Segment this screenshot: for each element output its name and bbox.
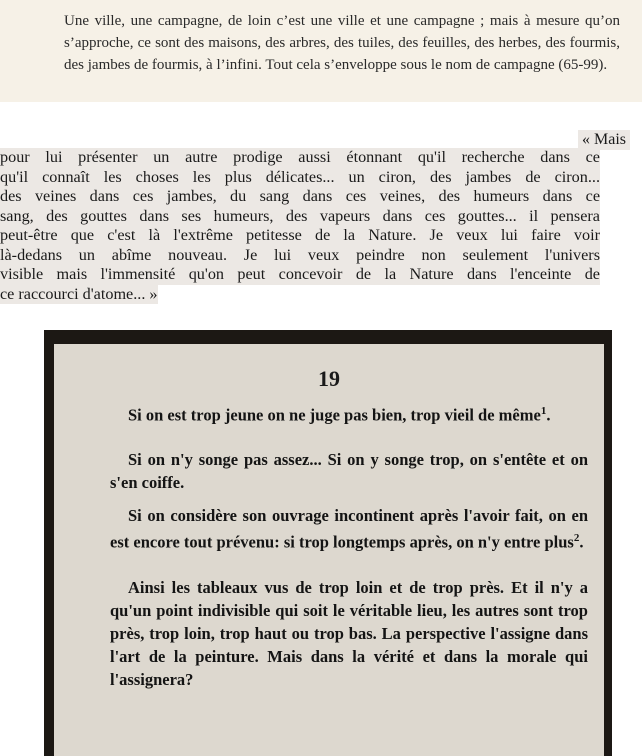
quote-line: des veines dans ces jambes, du sang dans ces veines, des humeurs dans ce [0,187,600,205]
quote-line: sang, des gouttes dans ses humeurs, des vapeurs dans ces gouttes... il pensera [0,206,600,225]
footnote-marker: 2 [573,532,580,544]
quote-line: visible mais l'immensité qu'on peut concevoir de la Nature dans l'enceinte de [0,265,600,283]
quote-line: peut-être que c'est là l'extrême petitesse de la Nature. Je veux lui faire voir [0,226,600,244]
fragment-paragraph [110,504,588,554]
excerpt-panel-modern [0,0,642,102]
book-page-photo [44,330,612,756]
quote-body [0,148,604,304]
fragment-paragraph: Ainsi les tableaux vus de trop loin et de trop près. Et il n'y a qu'un point indivisible qui soit le véritable lieu, les autres sont trop près, trop loin, trop haut ou trop bas. La perspective l'assigne dans l'art de la peinture. Mais dans la vérité et dans la morale qui l'assignera? [110,578,588,689]
fragment-text: Si on est trop jeune on ne juge pas bien, trop vieil de même [128,405,541,425]
fragment-text: Si on considère son ouvrage incontinent après l'avoir fait, on en est encore tout prévenu: si trop longtemps après, on n'y entre plus [110,506,588,552]
quote-opening: « Mais [578,130,630,150]
fragment-end: . [579,532,584,552]
quote-line: ce raccourci d'atome... » [0,284,158,303]
fragment-end: . [546,405,551,425]
fragment-paragraph: Si on n'y songe pas assez... Si on y songe trop, on s'entête et on s'en coiffe. [110,450,588,492]
quote-line: pour lui présenter un autre prodige aussi étonnant qu'il recherche dans ce [0,148,600,166]
excerpt-text: Une ville, une campagne, de loin c’est une ville et une campagne ; mais à mesure qu’on s’approche, ce sont des maisons, des arbres, des tuiles, des feuilles, des herbes, des fourmis, des jambes de fourmis, à l’infini. Tout cela s’enveloppe sous le nom de campagne (65-99). [64,13,620,73]
footnote-marker: 1 [540,405,547,417]
page-number: 19 [318,366,340,391]
quote-line: qu'il connaît les choses les plus délicates... un ciron, des jambes de ciron... [0,167,600,186]
fragment-paragraph [110,400,588,427]
quote-line: là-dedans un abîme nouveau. Je lui veux peindre non seulement l'univers [0,245,600,264]
excerpt-panel-highlighted [0,124,642,312]
book-page [54,344,604,756]
